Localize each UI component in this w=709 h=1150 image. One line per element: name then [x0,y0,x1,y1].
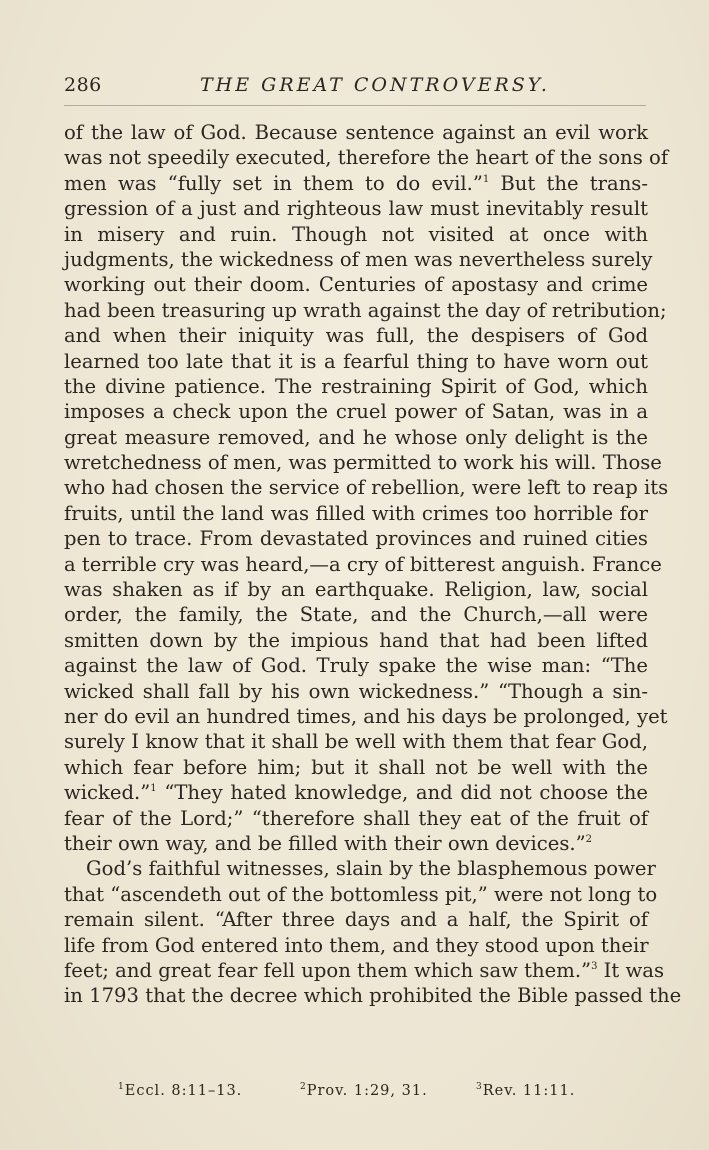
text-line [64,780,648,805]
footnote-ref: 3 [591,960,598,972]
footnote-text: Eccl. 8:11–13. [124,1083,243,1099]
body-text [64,120,682,1009]
footnote-text: Prov. 1:29, 31. [306,1083,428,1099]
text-line: learned too late that it is a fearful thing to have worn out [64,349,648,373]
text-line: life from God entered into them, and they stood upon their [64,933,649,957]
text-line: fruits, until the land was filled with crimes too horrible for [64,501,648,525]
footnote [300,1083,428,1099]
text-line: great measure removed, and he whose only delight is the [64,425,648,449]
text-line: a terrible cry was heard,—a cry of bitterest anguish. France [64,552,662,576]
text-span: It was [597,958,665,982]
text-line: which fear before him; but it shall not be well with the [64,755,648,779]
page-header [64,74,646,104]
text-line: was shaken as if by an earthquake. Religion, law, social [64,578,648,602]
text-line: against the law of God. Truly spake the wise man: “The [64,654,648,678]
footnote-ref: 1 [482,173,490,185]
text-line: smitten down by the impious hand that had been lifted [64,628,648,652]
text-line: surely I know that it shall be well with them that fear God, [64,730,648,754]
text-line: that “ascendeth out of the bottomless pit,” were not long to [64,882,658,906]
text-span: wicked.” [64,781,151,805]
text-line: in 1793 that the decree which prohibited the Bible passed the [64,984,682,1008]
text-span: “They hated knowledge, and did not choose the [156,781,648,805]
footnote-mark: 1 [118,1082,125,1092]
text-line: in misery and ruin. Though not visited at once with [64,222,648,246]
text-line: and when their iniquity was full, the despisers of God [64,324,648,348]
footnote [476,1083,575,1099]
footnote-mark: 2 [300,1082,307,1092]
text-line: the divine patience. The restraining Spirit of God, which [64,374,648,398]
footnote-text: Rev. 11:11. [482,1083,576,1099]
text-line: who had chosen the service of rebellion, were left to reap its [64,476,669,500]
text-line: ner do evil an hundred times, and his days be prolonged, yet [64,704,668,728]
text-line: God’s faithful witnesses, slain by the blasphemous power [86,857,656,881]
text-span: But the trans- [489,171,648,195]
text-line: was not speedily executed, therefore the heart of the sons of [64,146,669,170]
text-line: had been treasuring up wrath against the day of retribution; [64,298,667,322]
text-line: of the law of God. Because sentence against an evil work [64,121,648,144]
text-line [64,171,648,196]
running-title: THE GREAT CONTROVERSY. [200,74,550,96]
footnote [118,1083,242,1099]
text-line [64,958,665,983]
text-line: imposes a check upon the cruel power of Satan, was in a [64,400,648,424]
footnote-mark: 3 [476,1082,483,1092]
text-line: gression of a just and righteous law must inevitably result [64,197,648,221]
text-line: fear of the Lord;” “therefore shall they eat of the fruit of [64,806,648,830]
text-span: their own way, and be filled with their own devices.” [64,831,586,855]
page-number: 286 [64,74,102,96]
text-line: working out their doom. Centuries of apostasy and crime [64,273,648,297]
text-line: pen to trace. From devastated provinces and ruined cities [64,527,648,551]
text-span: men was “fully set in them to do evil.” [64,171,483,195]
header-rule [64,105,646,106]
footnote-ref: 2 [585,833,592,845]
text-line: order, the family, the State, and the Church,—all were [64,603,648,627]
text-line: judgments, the wickedness of men was nevertheless surely [64,247,653,271]
text-line: wicked shall fall by his own wickedness.” “Though a sin- [64,679,648,703]
text-line: remain silent. “After three days and a half, the Spirit of [64,908,648,932]
text-line [64,831,648,856]
text-span: feet; and great fear fell upon them which saw them.” [64,958,592,982]
text-line: wretchedness of men, was permitted to work his will. Those [64,451,662,475]
footnote-ref: 1 [150,783,157,795]
